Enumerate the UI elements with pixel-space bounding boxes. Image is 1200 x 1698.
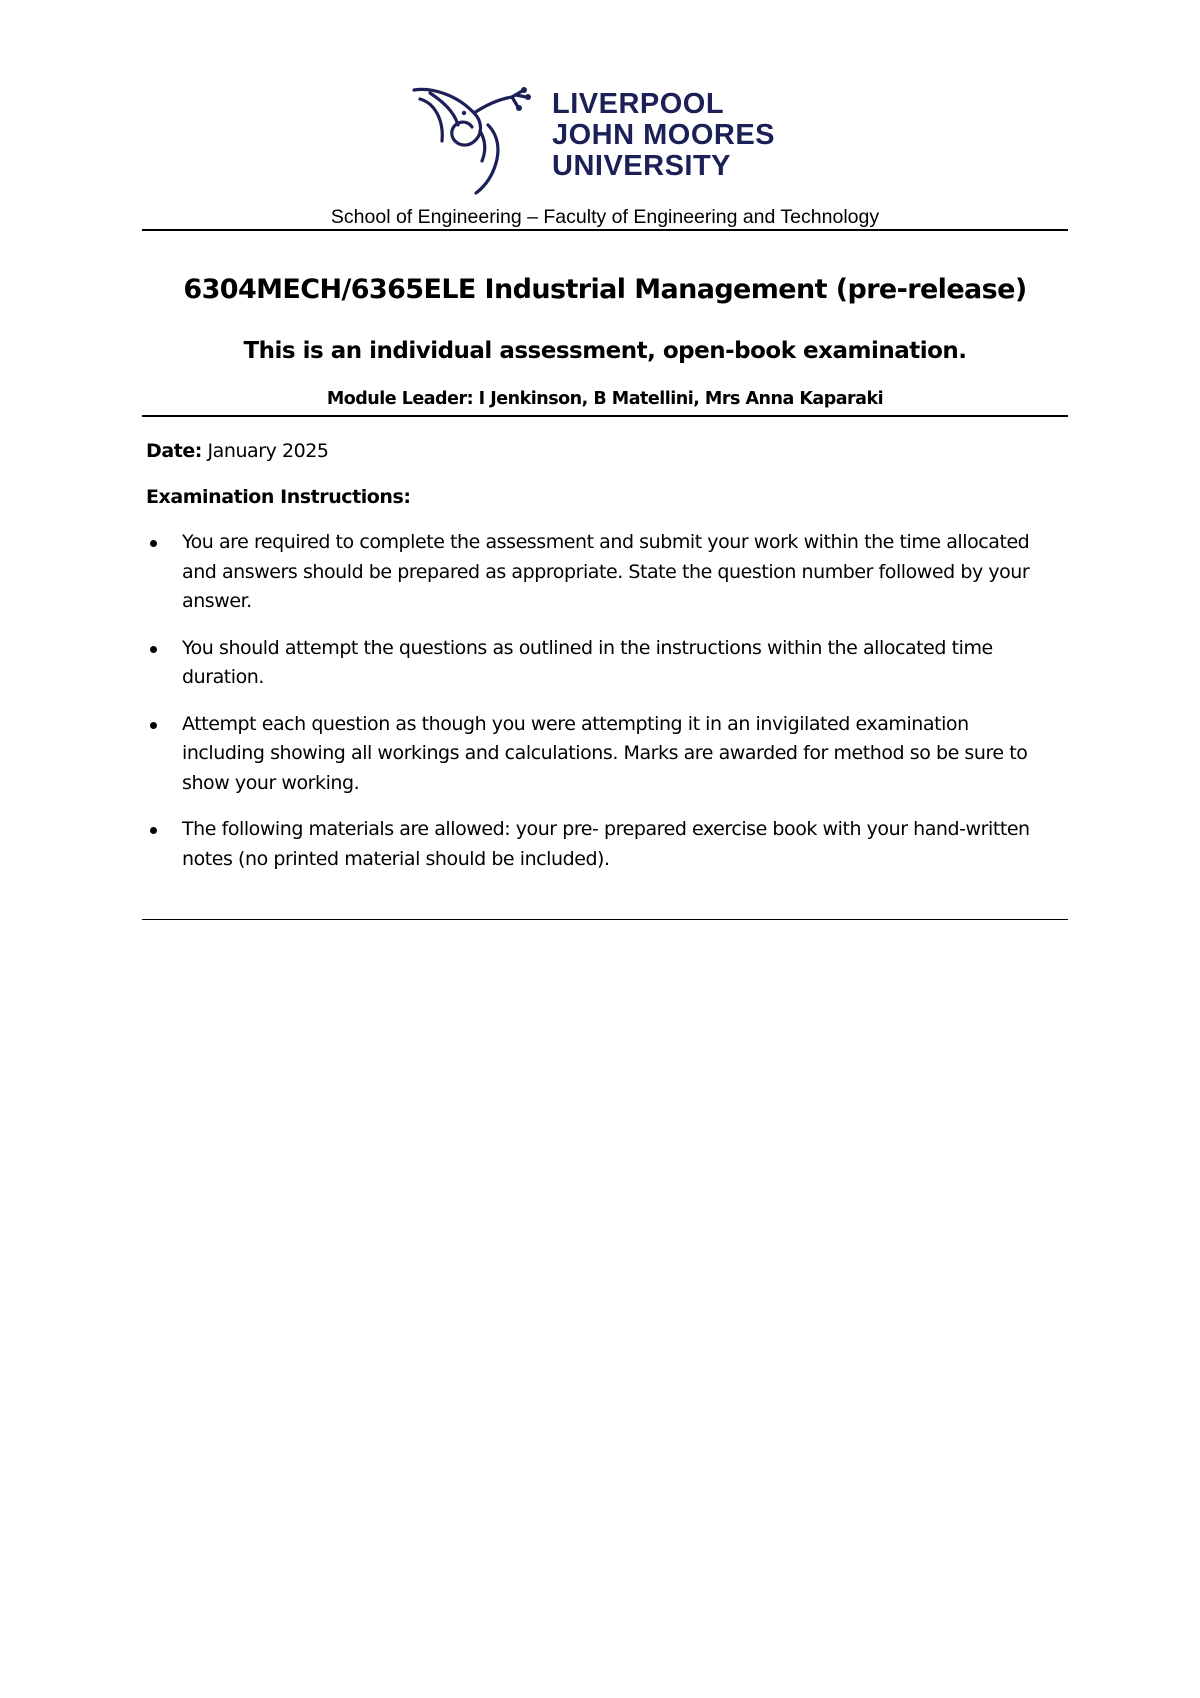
assessment-type: This is an individual assessment, open-book examination. [243,338,967,364]
exam-date [146,437,329,465]
date-value: January 2025 [201,440,329,462]
instructions-list [146,528,1046,891]
module-leader: Module Leader: I Jenkinson, B Matellini, Mrs Anna Kaparaki [326,389,884,409]
list-item [146,528,1046,617]
footer-divider [142,919,1068,920]
bullet-icon [150,722,157,729]
bullet-icon [150,646,157,653]
university-logo [412,85,812,200]
logo-line: JOHN MOORES [552,119,776,151]
instruction-text: You are required to complete the assessment and submit your work within the time allocated and answers should be prepared as appropriate. State the question number followed by your answer. [182,531,1030,612]
bullet-icon [150,540,157,547]
title-divider [142,415,1068,417]
list-item [146,815,1046,874]
list-item [146,710,1046,799]
instruction-text: The following materials are allowed: your pre- prepared exercise book with your hand-written notes (no printed material should be included). [182,818,1030,870]
instruction-text: You should attempt the questions as outlined in the instructions within the allocated time duration. [182,636,993,688]
date-label: Date: [146,440,202,462]
instructions-heading: Examination Instructions: [146,486,411,508]
header-divider [142,229,1068,231]
ljmu-liver-bird-icon [412,85,547,200]
university-name [552,89,775,182]
logo-line: LIVERPOOL [552,88,725,120]
list-item [146,634,1046,693]
school-faculty-line: School of Engineering – Faculty of Engineering and Technology [330,206,880,228]
logo-line: UNIVERSITY [552,150,732,182]
bullet-icon [150,827,157,834]
instruction-text: Attempt each question as though you were attempting it in an invigilated examination including showing all workings and calculations. Marks are awarded for method so be sure to show your working. [182,712,1028,794]
module-title: 6304MECH/6365ELE Industrial Management (pre-release) [183,274,1027,305]
